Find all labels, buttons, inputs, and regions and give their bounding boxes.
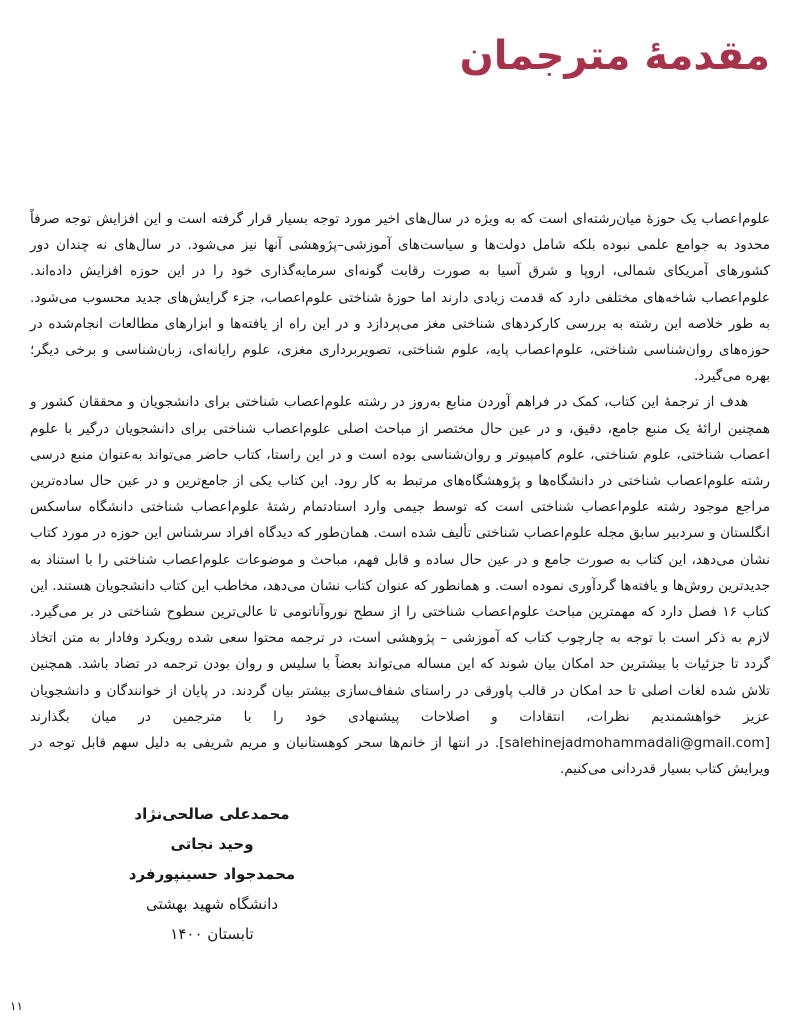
signature-date: تابستان ۱۴۰۰ [170,925,254,943]
paragraph-purpose: هدف از ترجمۀ این کتاب، کمک در فراهم آوردن منابع به‌روز در رشته علوم‌اعصاب شناختی برای دانشجویان و محققان کشور و همچنین ارائۀ یک منبع جامع، دقیق، و در عین حال مختصر از مباحث اصلی علوم‌اعصاب شناختی برای دانشجویان درگیر با علوم اعصاب شناختی، علوم شناختی، علوم کامپیوتر و روان‌شناسی بوده است و در این راستا، کتاب حاضر می‌تواند به‌عنوان منبع درسی رشته علوم‌اعصاب شناختی در دانشگاه‌ها و پژوهشگاه‌های مرتبط به کار رود. این کتاب یکی از جامع‌ترین و در عین حال ساده‌ترین مراجع موجود رشته علوم‌اعصاب شناختی است که توسط جیمی وارد استادتمام رشتۀ علوم‌اعصاب شناختی دانشگاه ساسکس انگلستان و سردبیر سابق مجله علوم‌اعصاب شناختی تألیف شده است. همان‌طور که دیدگاه افراد سرشناس این حوزه در مورد کتاب نشان می‌دهد، این کتاب به صورت جامع و در عین حال ساده و قابل فهم، مباحث و موضوعات علوم‌اعصاب شناختی را با استناد به جدیدترین روش‌ها و یافته‌ها گردآوری نموده است. و همانطور که عنوان کتاب نشان می‌دهد، مخاطب این کتاب دانشجویان هستند. این کتاب ۱۶ فصل دارد که مهمترین مباحث علوم‌اعصاب شناختی را از سطح نوروآناتومی تا عالی‌ترین سطوح شناختی در بر می‌گیرد. لازم به ذکر است با توجه به چارچوب کتاب که آموزشی – پژوهشی است، در ترجمه محتوا سعی شده رویکرد وفادار به متن اتخاذ گردد تا جزئیات با بیشترین حد امکان بیان شوند که این مساله می‌تواند بعضاً با سلیس و روان بودن ترجمه در تضاد باشد. همچنین تلاش شده لغات اصلی تا حد امکان در قالب پاورقی در راستای شفاف‌سازی بیشتر بیان گردند. در پایان از خوانندگان و دانشجویان عزیز خواهشمندیم نظرات، انتقادات و اصلاحات پیشنهادی خود را با مترجمین در میان بگذارند [salehinejadmohammadali@gmail.com]. در انتها از خانم‌ها سحر کوهستانیان و مریم شریفی به دلیل سهم قابل توجه در ویرایش کتاب بسیار قدردانی می‌کنیم. [30,394,770,778]
paragraph-intro: علوم‌اعصاب یک حوزۀ میان‌رشته‌ای است که به ویژه در سال‌های اخیر مورد توجه بسیار قرار گرفته است و این افزایش توجه صرفاً محدود به جوامع علمی نبوده بلکه شامل دولت‌ها و سیاست‌های آموزشی–پژوهشی آنها نیز می‌شود. در سال‌های نه چندان دور کشورهای آمریکای شمالی، اروپا و شرق آسیا به صورت رقابت گونه‌ای سرمایه‌گذاری خود را در این حوزه افزایش داده‌اند. علوم‌اعصاب شاخه‌های مختلفی دارد که قدمت زیادی دارند اما حوزۀ شناختی علوم‌اعصاب، جزء گرایش‌های جدید محسوب می‌شود. به طور خلاصه این رشته به بررسی کارکردهای شناختی مغز می‌پردازد و در این راه از یافته‌ها و ابزارهای مطالعات انجام‌شده در حوزه‌های روان‌شناسی شناختی، علوم‌اعصاب پایه، علوم شناختی، تصویربرداری مغزی، علوم رایانه‌ای، زبان‌شناسی و برخی دیگر؛ بهره می‌گیرد. [30,211,770,385]
page-number: ۱۱ [10,999,23,1013]
university-name: دانشگاه شهید بهشتی [145,895,279,913]
translator-name: محمدجواد حسینپورفرد [128,865,296,883]
signature-block [112,799,312,949]
preface-body [30,206,770,782]
page-title: مقدمۀ مترجمان [459,33,770,79]
translator-name: محمدعلی صالحی‌نژاد [134,805,290,823]
translator-name: وحید نجاتی [170,835,254,853]
